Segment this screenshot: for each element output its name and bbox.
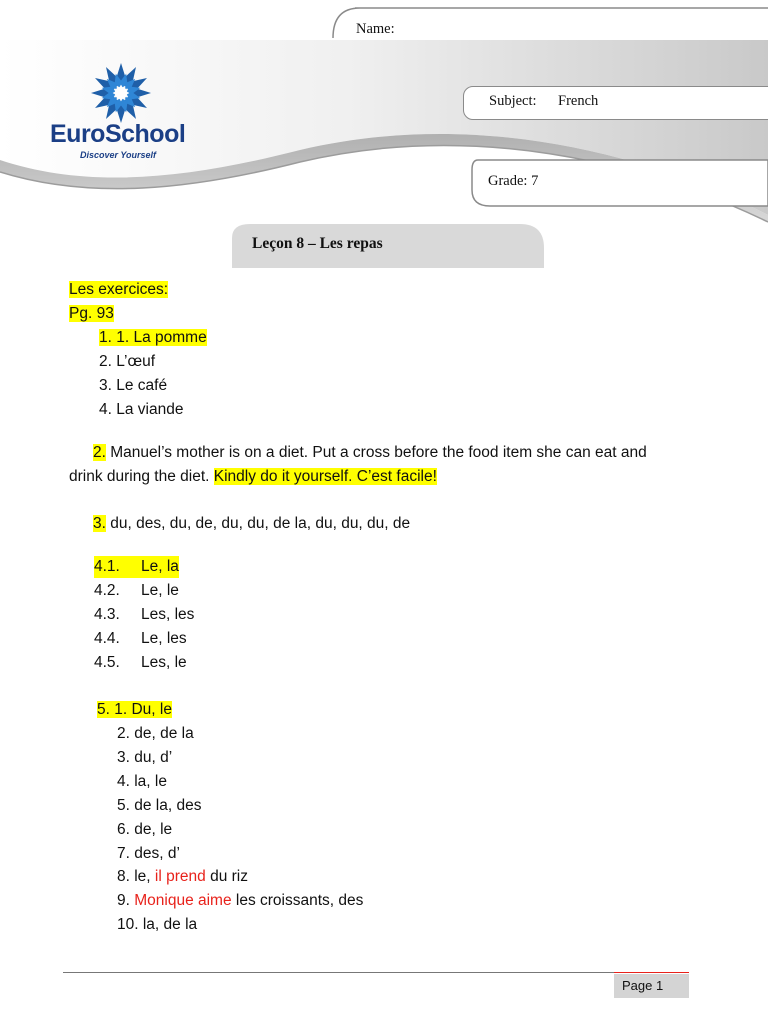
ex5-item8-prefix: 8. le, <box>117 868 155 885</box>
ex4-number: 4.4. <box>94 630 120 647</box>
ex4-item <box>94 556 179 578</box>
ex4-text: Le, la <box>141 558 179 575</box>
ex3-number: 3. <box>93 515 106 532</box>
ex1-item: 2. L’œuf <box>99 353 155 370</box>
ex5-item-8 <box>117 866 248 888</box>
ex5-item: 10. la, de la <box>117 916 198 933</box>
subject-value: French <box>558 93 599 109</box>
ex1-item: 4. La viande <box>99 401 184 418</box>
lesson-title: Leçon 8 – Les repas <box>252 235 383 252</box>
exercises-heading: Les exercices: <box>69 281 169 298</box>
ex3-text: du, des, du, de, du, du, de la, du, du, du, de <box>105 515 411 532</box>
page-number: Page 1 <box>622 978 664 993</box>
ex4-item <box>94 628 187 650</box>
ex2-highlight: Kindly do it yourself. C’est facile! <box>213 468 437 485</box>
ex4-item <box>94 580 179 602</box>
footer-divider-accent <box>614 972 689 973</box>
subject-label: Subject: <box>489 93 537 109</box>
ex5-item-9 <box>117 890 363 912</box>
ex4-item <box>94 604 194 626</box>
ex1-item: 1. 1. La pomme <box>99 329 207 346</box>
ex5-item9-suffix: les croissants, des <box>231 892 364 909</box>
ex5-item: 2. de, de la <box>117 725 194 742</box>
ex1-item: 3. Le café <box>99 377 168 394</box>
ex2-text-line2: drink during the diet. <box>69 468 214 485</box>
ex2-text-line1: Manuel’s mother is on a diet. Put a cross before the food item she can eat and <box>105 444 647 461</box>
footer-divider <box>63 972 689 973</box>
ex4-text: Les, les <box>141 606 195 623</box>
ex4-text: Le, les <box>141 630 187 647</box>
logo-name: EuroSchool <box>50 120 186 148</box>
ex4-number: 4.5. <box>94 654 120 671</box>
ex4-number: 4.3. <box>94 606 120 623</box>
ex5-item: 7. des, d’ <box>117 845 180 862</box>
ex5-item: 5. de la, des <box>117 797 202 814</box>
ex5-item8-suffix: du riz <box>205 868 248 885</box>
ex5-item8-red: il prend <box>154 868 206 885</box>
ex4-text: Les, le <box>141 654 187 671</box>
euroschool-logo-icon <box>86 60 156 126</box>
ex5-first-item: 5. 1. Du, le <box>97 701 172 718</box>
ex4-number: 4.1. <box>94 558 120 575</box>
ex5-item9-prefix: 9. <box>117 892 135 909</box>
ex5-item: 3. du, d’ <box>117 749 173 766</box>
grade-label: Grade: 7 <box>488 173 539 189</box>
ex4-item <box>94 652 187 674</box>
ex5-item: 6. de, le <box>117 821 173 838</box>
name-label: Name: <box>356 21 395 37</box>
ex4-text: Le, le <box>141 582 179 599</box>
page-reference: Pg. 93 <box>69 305 114 322</box>
ex5-item: 4. la, le <box>117 773 167 790</box>
ex5-item9-red: Monique aime <box>134 892 232 909</box>
ex4-number: 4.2. <box>94 582 120 599</box>
logo-tagline: Discover Yourself <box>80 150 157 160</box>
ex2-number: 2. <box>93 444 106 461</box>
